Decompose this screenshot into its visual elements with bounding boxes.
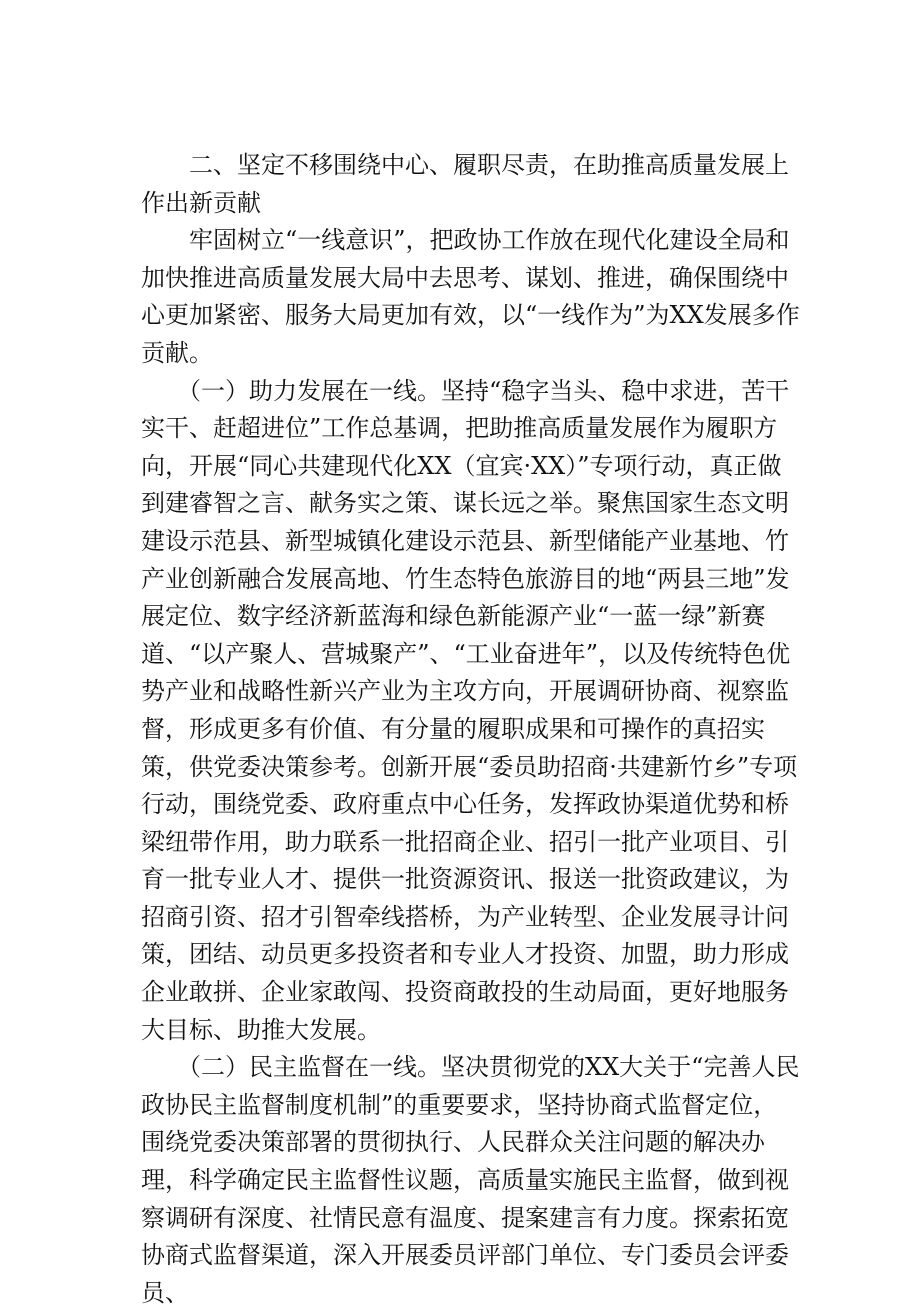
- document-text: [141, 147, 801, 1312]
- development-paragraph: （一）助力发展在一线。坚持“稳字当头、稳中求进，苦干实干、赶超进位”工作总基调，把助推高质量发展作为履职方向，开展“同心共建现代化XX（宜宾·XX）”专项行动，真正做到建睿智之言、献务实之策、谋长远之举。聚焦国家生态文明建设示范县、新型城镇化建设示范县、新型储能产业基地、竹产业创新融合发展高地、竹生态特色旅游目的地“两县三地”发展定位、数字经济新蓝海和绿色新能源产业“一蓝一绿”新赛道、“以产聚人、营城聚产”、“工业奋进年”，以及传统特色优势产业和战略性新兴产业为主攻方向，开展调研协商、视察监督，形成更多有价值、有分量的履职成果和可操作的真招实策，供党委决策参考。创新开展“委员助招商·共建新竹乡”专项行动，围绕党委、政府重点中心任务，发挥政协渠道优势和桥梁纽带作用，助力联系一批招商企业、招引一批产业项目、引育一批专业人才、提供一批资源资讯、报送一批资政建议，为招商引资、招才引智牵线搭桥，为产业转型、企业发展寻计问策，团结、动员更多投资者和专业人才投资、加盟，助力形成企业敢拼、企业家敢闯、投资商敢投的生动局面，更好地服务大目标、助推大发展。: [141, 376, 798, 1044]
- section-heading: 二、坚定不移围绕中心、履职尽责，在助推高质量发展上作出新贡献: [141, 151, 789, 217]
- supervision-paragraph: （二）民主监督在一线。坚决贯彻党的XX大关于“完善人民政协民主监督制度机制”的重要要求，坚持协商式监督定位，围绕党委决策部署的贯彻执行、人民群众关注问题的解决办理，科学确定民主监督性议题，高质量实施民主监督，做到视察调研有深度、社情民意有温度、提案建言有力度。探索拓宽协商式监督渠道，深入开展委员评部门单位、专门委员会评委员、: [141, 1053, 800, 1307]
- intro-paragraph: 牢固树立“一线意识”，把政协工作放在现代化建设全局和加快推进高质量发展大局中去思考、谋划、推进，确保围绕中心更加紧密、服务大局更加有效，以“一线作为”为XX发展多作贡献。: [141, 226, 800, 367]
